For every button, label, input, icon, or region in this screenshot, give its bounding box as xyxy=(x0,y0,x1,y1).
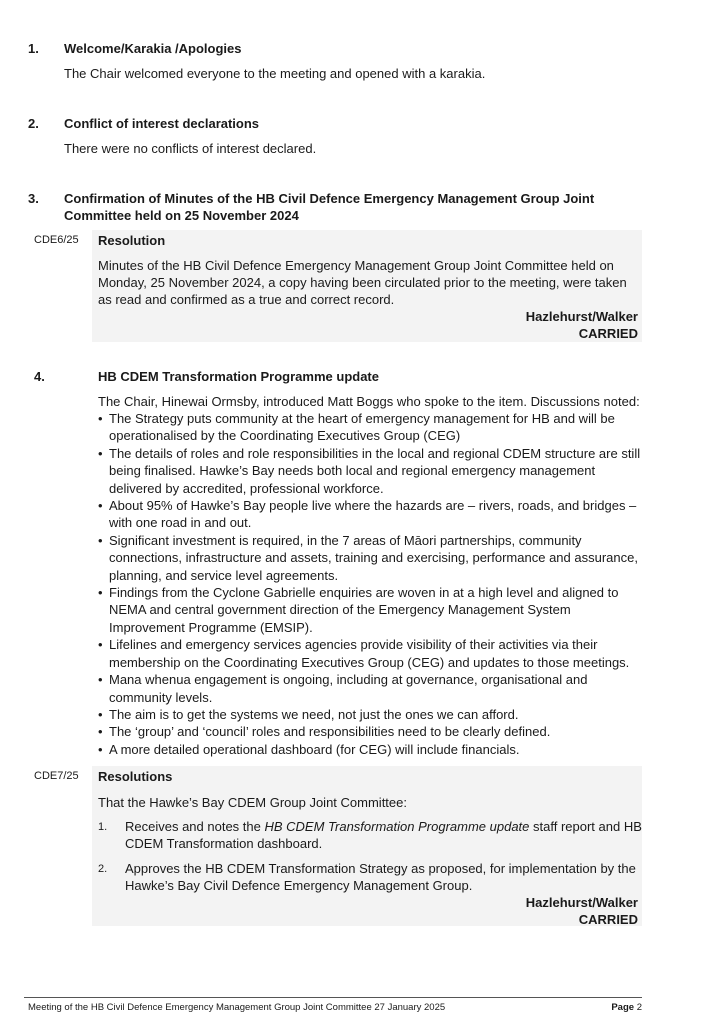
footer-divider xyxy=(24,997,642,998)
list-item: • The Strategy puts community at the heart of emergency management for HB and will be operationalised by the Coordinating Executives Group (CEG) xyxy=(98,410,643,445)
resolution-2-items xyxy=(98,818,643,902)
list-item: • The ‘group’ and ‘council’ roles and responsibilities need to be clearly defined. xyxy=(98,723,643,740)
item-2-text: There were no conflicts of interest declared. xyxy=(64,141,317,156)
list-item: • The details of roles and role responsibilities in the local and regional CDEM structure are still being finalised. Hawke’s Bay needs both local and regional emergency management delivered by accredited, professional workforce. xyxy=(98,445,643,497)
resolution-1-status: CARRIED xyxy=(578,326,638,341)
resolution-2-movers: Hazlehurst/Walker xyxy=(525,895,638,910)
list-item: • Significant investment is required, in the 7 areas of Māori partnerships, community connections, infrastructure and assets, training and exercising, performance and assurance, planning, and service level agreements. xyxy=(98,532,643,584)
resolution-item-number: 1. xyxy=(98,821,108,833)
resolution-2-intro: That the Hawke’s Bay CDEM Group Joint Committee: xyxy=(98,795,407,810)
item-3-number: 3. xyxy=(28,191,39,206)
item-3-title: Confirmation of Minutes of the HB Civil Defence Emergency Management Group Joint Committee held on 25 November 2024 xyxy=(64,191,595,223)
item-4-intro: The Chair, Hinewai Ormsby, introduced Matt Boggs who spoke to the item. Discussions noted: xyxy=(98,394,640,409)
resolution-2-code: CDE7/25 xyxy=(34,770,79,782)
list-item: • Lifelines and emergency services agencies provide visibility of their activities via their membership on the Coordinating Executives Group (CEG) and updates to those meetings. xyxy=(98,636,643,671)
resolution-2-status: CARRIED xyxy=(578,912,638,927)
resolution-1-heading: Resolution xyxy=(98,233,166,248)
footer-page-label: Page xyxy=(611,1002,635,1013)
item-1-title: Welcome/Karakia /Apologies xyxy=(64,41,242,56)
item-4-title: HB CDEM Transformation Programme update xyxy=(98,369,379,384)
discussion-list xyxy=(98,410,643,758)
resolution-1-code: CDE6/25 xyxy=(34,234,79,246)
resolution-2-heading: Resolutions xyxy=(98,769,173,784)
footer-meeting-title: Meeting of the HB Civil Defence Emergency Management Group Joint Committee 27 January 2025 xyxy=(28,1002,446,1013)
item-2-title: Conflict of interest declarations xyxy=(64,116,260,131)
footer-page xyxy=(611,1001,642,1014)
resolution-1-movers: Hazlehurst/Walker xyxy=(525,309,638,324)
footer-page-number: 2 xyxy=(636,1002,642,1013)
list-item: • Mana whenua engagement is ongoing, including at governance, organisational and community levels. xyxy=(98,671,643,706)
list-item: 1. Receives and notes the HB CDEM Transformation Programme update staff report and HB CDEM Transformation dashboard. xyxy=(98,819,642,851)
item-4-number: 4. xyxy=(34,369,45,384)
list-item: • A more detailed operational dashboard (for CEG) will include financials. xyxy=(98,741,643,758)
item-1-text: The Chair welcomed everyone to the meeting and opened with a karakia. xyxy=(64,66,486,81)
list-item: • About 95% of Hawke’s Bay people live where the hazards are – rivers, roads, and bridges – with one road in and out. xyxy=(98,497,643,532)
resolution-1-text: Minutes of the HB Civil Defence Emergency Management Group Joint Committee held on Monday, 25 November 2024, a copy having been circulated prior to the meeting, were taken as read and confirmed as a true and correct record. xyxy=(98,258,627,307)
list-item: • The aim is to get the systems we need, not just the ones we can afford. xyxy=(98,706,643,723)
item-2-number: 2. xyxy=(28,116,39,131)
list-item: 2. Approves the HB CDEM Transformation Strategy as proposed, for implementation by the Hawke’s Bay Civil Defence Emergency Management Group. xyxy=(98,861,636,893)
resolution-item-number: 2. xyxy=(98,863,108,875)
list-item: • Findings from the Cyclone Gabrielle enquiries are woven in at a high level and aligned to NEMA and central government direction of the Emergency Management System Improvement Programme (EMSIP). xyxy=(98,584,643,636)
item-1-number: 1. xyxy=(28,41,39,56)
